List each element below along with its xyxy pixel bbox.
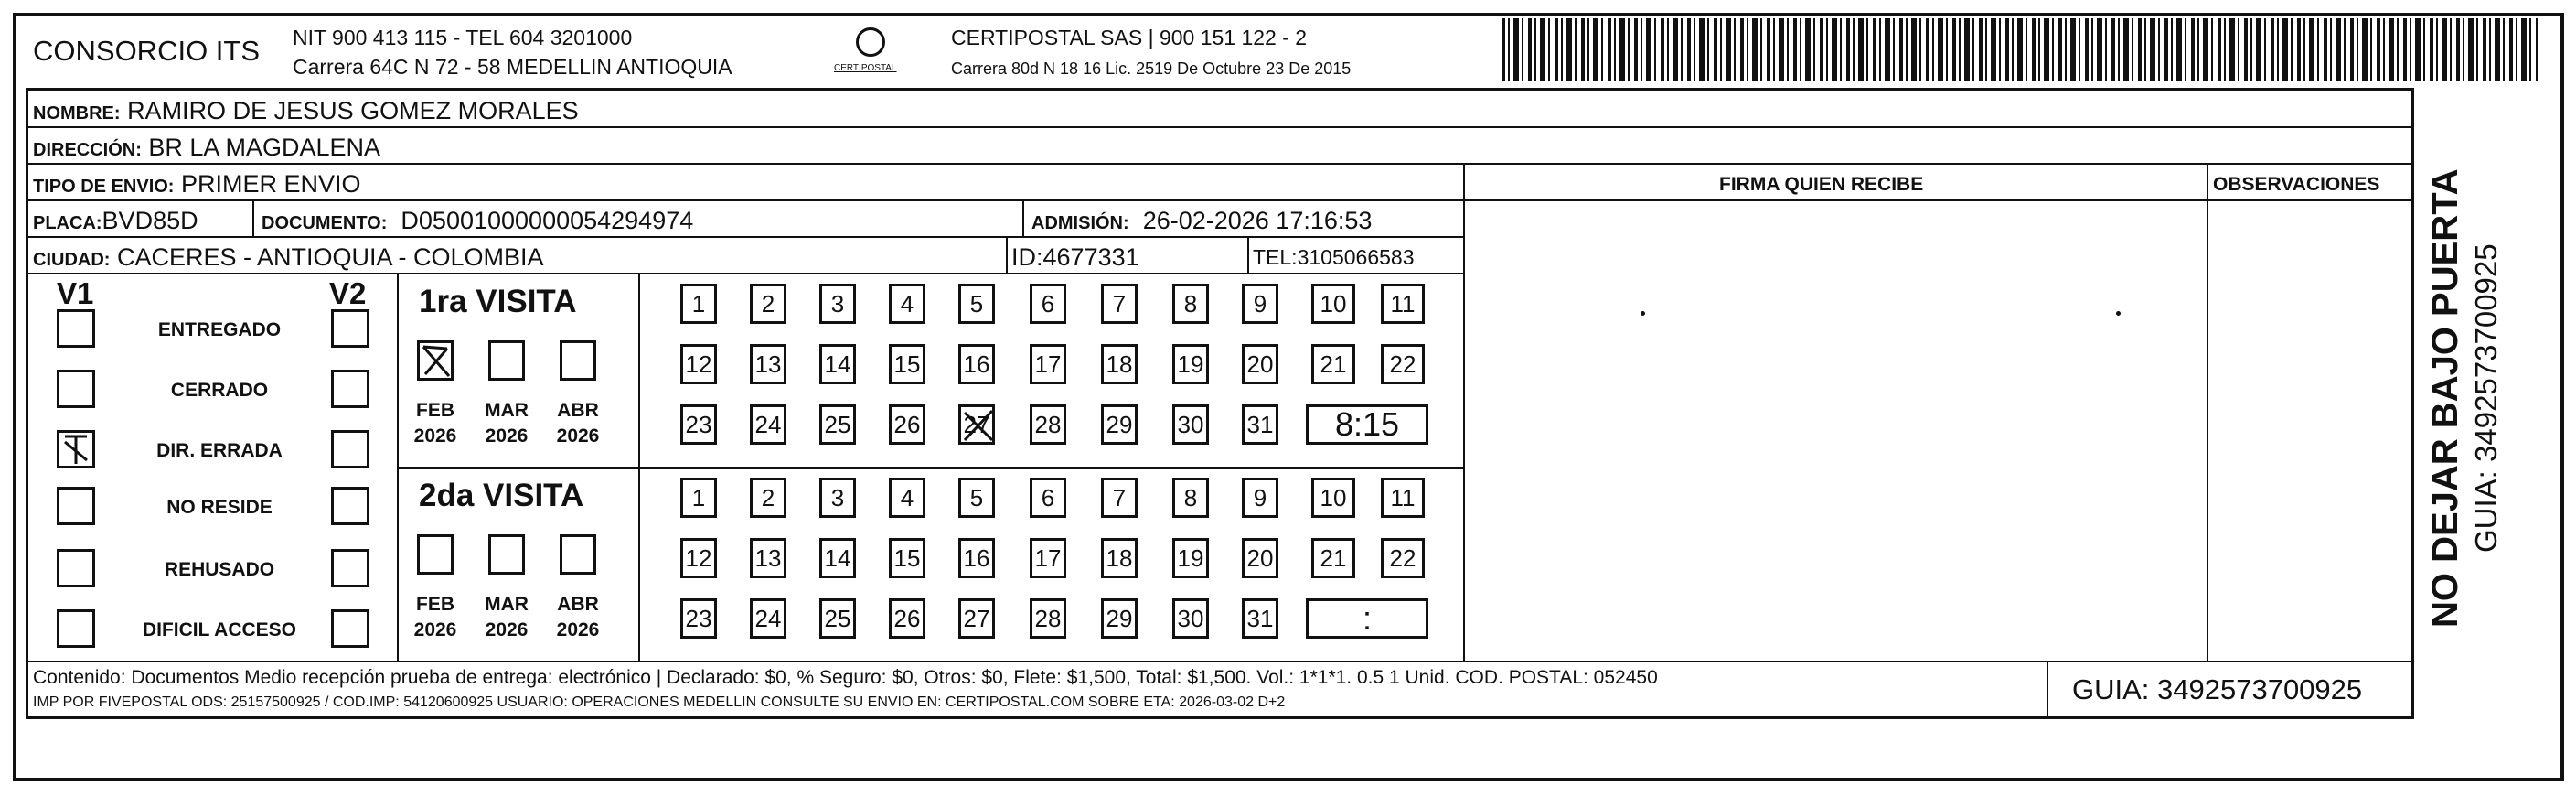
direccion-field: DIRECCIÓN: BR LA MAGDALENA [33,134,380,161]
day-cell[interactable]: 25 [819,404,856,445]
month-checkbox[interactable] [560,340,596,381]
day-cell[interactable]: 24 [750,598,786,639]
day-cell[interactable]: 15 [889,344,925,384]
day-cell[interactable]: 27 [958,598,995,639]
status-label: REHUSADO [164,559,275,580]
no-dejar-bajo-puerta: NO DEJAR BAJO PUERTA [2425,168,2465,628]
day-cell[interactable]: 26 [889,598,925,639]
day-cell[interactable]: 31 [1242,404,1278,445]
day-cell[interactable]: 24 [750,404,786,445]
id-field: ID:4677331 [1011,243,1139,271]
v2-checkbox[interactable] [331,487,369,525]
day-cell[interactable]: 1 [680,478,717,518]
day-cell[interactable]: 30 [1172,598,1209,639]
tel-field: TEL:3105066583 [1253,245,1415,269]
company-nit: NIT 900 413 115 - TEL 604 3201000 [293,26,633,49]
day-cell[interactable]: 20 [1242,344,1278,384]
day-cell[interactable]: 10 [1311,478,1355,518]
day-cell[interactable]: 28 [1030,598,1066,639]
day-cell[interactable]: 14 [819,344,856,384]
cell-rule [252,199,254,236]
signature-dot [1641,311,1645,316]
visit-divider [397,467,1463,469]
status-label: DIR. ERRADA [156,440,283,461]
day-cell[interactable]: 4 [889,478,925,518]
day-cell[interactable]: 19 [1172,344,1209,384]
day-cell[interactable]: 12 [680,538,717,578]
day-cell[interactable]: 14 [819,538,856,578]
day-cell[interactable]: 11 [1381,284,1425,324]
placa-field: PLACA:BVD85D [33,207,198,234]
year-label: 2026 [556,619,600,640]
status-label: CERRADO [170,380,269,401]
day-cell[interactable]: 17 [1030,538,1066,578]
v1-checkbox[interactable] [57,370,95,408]
day-cell[interactable]: 23 [680,598,717,639]
barcode [1502,18,2538,81]
visit-title: 1ra VISITA [419,284,577,319]
day-cell[interactable]: 3 [819,284,856,324]
row-rule [26,163,2412,165]
month-checkbox[interactable] [560,534,596,575]
carrier-address: Carrera 80d N 18 16 Lic. 2519 De Octubre 23 De 2015 [951,59,1352,78]
v1-header: V1 [57,276,94,310]
month-checkbox[interactable] [488,534,525,575]
month-label: ABR [557,400,599,421]
day-cell[interactable]: 26 [889,404,925,445]
month-label: FEB [416,594,454,615]
v1-checkbox[interactable] [57,549,95,587]
v2-checkbox[interactable] [331,309,369,348]
day-cell[interactable]: 5 [958,478,995,518]
v2-checkbox[interactable] [331,549,369,587]
day-cell[interactable]: 7 [1101,284,1138,324]
footer-imp: IMP POR FIVEPOSTAL ODS: 25157500925 / COD.IMP: 54120600925 USUARIO: OPERACIONES MEDELLIN CONSULTE SU ENVIO EN: CERTIPOSTAL.COM SOBRE ETA: 2026-03-02 D+2 [33,694,1286,710]
day-cell[interactable]: 30 [1172,404,1209,445]
day-cell[interactable]: 19 [1172,538,1209,578]
day-cell[interactable]: 8 [1172,284,1209,324]
form-right-rule [2411,88,2414,719]
year-label: 2026 [485,425,529,447]
day-cell[interactable]: 25 [819,598,856,639]
year-label: 2026 [556,425,600,447]
time-field[interactable]: 8:15 [1306,404,1428,445]
v1-checkbox[interactable] [57,609,95,648]
firma-header: FIRMA QUIEN RECIBE [1719,174,1924,195]
carrier-name: CERTIPOSTAL SAS | 900 151 122 - 2 [951,26,1308,49]
form-left-rule [26,88,28,719]
day-cell[interactable]: 21 [1311,344,1355,384]
month-label: MAR [485,400,529,421]
year-label: 2026 [413,425,457,447]
documento-field: DOCUMENTO: D05001000000054294974 [262,207,694,234]
day-cell[interactable]: 2 [750,478,786,518]
row-rule [26,199,2412,201]
day-cell[interactable]: 31 [1242,598,1278,639]
v2-header: V2 [329,276,367,310]
ciudad-field: CIUDAD: CACERES - ANTIOQUIA - COLOMBIA [33,243,544,271]
visit-title: 2da VISITA [419,478,584,513]
status-label: ENTREGADO [157,319,282,340]
side-guia: GUIA: 3492573700925 [2469,243,2503,553]
guia-box-rule [2047,661,2048,717]
footer-guia: GUIA: 3492573700925 [2072,673,2363,705]
day-cell[interactable]: 7 [1101,478,1138,518]
v1-checkbox[interactable] [57,309,95,348]
form-top-rule [26,88,2414,91]
day-cell[interactable]: 21 [1311,538,1355,578]
year-label: 2026 [485,619,529,640]
day-cell[interactable]: 16 [958,538,995,578]
day-cell[interactable]: 20 [1242,538,1278,578]
day-cell[interactable]: 13 [750,538,786,578]
document-frame [13,13,2564,781]
cell-rule [1006,236,1008,273]
obs-column-rule [2207,163,2208,662]
day-number: 27 [963,410,990,438]
day-cell[interactable] [958,404,995,445]
company-name: CONSORCIO ITS [33,35,261,67]
day-cell[interactable]: 22 [1381,344,1425,384]
day-cell[interactable]: 16 [958,344,995,384]
v2-checkbox[interactable] [331,370,369,408]
day-cell[interactable]: 4 [889,284,925,324]
month-label: FEB [416,400,454,421]
day-cell[interactable]: 29 [1101,404,1138,445]
v1-checkbox[interactable] [57,487,95,525]
row-rule [26,661,2412,662]
nombre-field: NOMBRE: RAMIRO DE JESUS GOMEZ MORALES [33,97,579,124]
day-cell[interactable]: 6 [1030,478,1066,518]
day-cell[interactable]: 5 [958,284,995,324]
day-cell[interactable]: 9 [1242,284,1278,324]
day-cell[interactable]: 28 [1030,404,1066,445]
day-cell[interactable]: 12 [680,344,717,384]
row-rule [26,126,2412,128]
day-cell[interactable]: 29 [1101,598,1138,639]
day-cell[interactable]: 1 [680,284,717,324]
firma-column-rule [1463,163,1465,662]
checkmark-icon [420,343,453,380]
row-rule [26,273,1463,274]
signature-dot [2116,311,2121,316]
day-cell[interactable]: 22 [1381,538,1425,578]
month-label: MAR [485,594,529,615]
day-cell[interactable]: 11 [1381,478,1425,518]
day-cell[interactable]: 2 [750,284,786,324]
certipostal-logo-icon [856,27,885,57]
checkmark-icon [59,433,92,466]
year-label: 2026 [413,619,457,640]
cell-rule [1247,236,1249,273]
day-cell[interactable]: 8 [1172,478,1209,518]
form-bottom-rule [26,716,2414,719]
day-cell[interactable]: 17 [1030,344,1066,384]
day-cell[interactable]: 6 [1030,284,1066,324]
v2-checkbox[interactable] [331,430,369,468]
month-label: ABR [557,594,599,615]
status-label: NO RESIDE [166,497,273,518]
company-address: Carrera 64C N 72 - 58 MEDELLIN ANTIOQUIA [293,55,732,79]
status-label: DIFICIL ACCESO [142,619,296,640]
month-checkbox[interactable] [417,340,454,381]
day-cell[interactable]: 18 [1101,538,1138,578]
day-cell[interactable]: 3 [819,478,856,518]
cell-rule [1022,199,1024,236]
v1-checkbox[interactable] [57,430,95,468]
day-cell[interactable]: 18 [1101,344,1138,384]
day-cell[interactable]: 9 [1242,478,1278,518]
day-cell[interactable]: 15 [889,538,925,578]
day-cell[interactable]: 10 [1311,284,1355,324]
logo-text: CERTIPOSTAL [834,63,897,73]
footer-contenido: Contenido: Documentos Medio recepción prueba de entrega: electrónico | Declarado: $0, % Seguro: $0, Otros: $0, Flete: $1,500, Total: $1,500. Vol.: 1*1*1. 0.5 1 Unid. COD. POSTAL: 052450 [33,667,1658,688]
month-checkbox[interactable] [488,340,525,381]
time-field[interactable]: : [1306,598,1428,639]
v2-checkbox[interactable] [331,609,369,648]
admision-field: ADMISIÓN: 26-02-2026 17:16:53 [1031,207,1373,234]
tipo-envio-field: TIPO DE ENVIO: PRIMER ENVIO [33,170,361,198]
day-cell[interactable]: 13 [750,344,786,384]
observaciones-header: OBSERVACIONES [2213,174,2380,195]
day-cell[interactable]: 23 [680,404,717,445]
month-checkbox[interactable] [417,534,454,575]
checkmark-icon [961,407,998,444]
